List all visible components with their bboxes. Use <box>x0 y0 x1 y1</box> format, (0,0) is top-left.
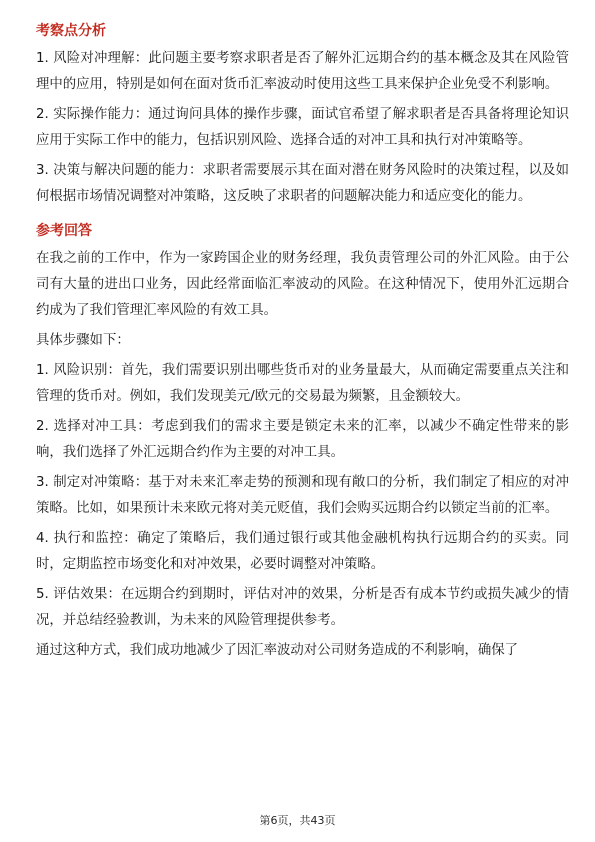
answer-closing: 通过这种方式，我们成功地减少了因汇率波动对公司财务造成的不利影响，确保了 <box>36 643 519 658</box>
section-title-answer: 参考回答 <box>36 223 92 239</box>
answer-step-1: 1. 风险识别：首先，我们需要识别出哪些货币对的业务量最大，从而确定需要重点关注和管理的货币对。例如，我们发现美元/欧元的交易最为频繁，且金额较大。 <box>36 363 569 404</box>
page-number: 第6页，共43页 <box>259 814 336 827</box>
answer-steps-heading: 具体步骤如下： <box>36 333 130 348</box>
answer-step-2: 2. 选择对冲工具：考虑到我们的需求主要是锁定未来的汇率，以减少不确定性带来的影响，我们选择了外汇远期合约作为主要的对冲工具。 <box>36 419 569 460</box>
analysis-item-1: 1. 风险对冲理解：此问题主要考察求职者是否了解外汇远期合约的基本概念及其在风险管理中的应用，特别是如何在面对货币汇率波动时使用这些工具来保护企业免受不利影响。 <box>36 51 569 92</box>
analysis-item-3: 3. 决策与解决问题的能力：求职者需要展示其在面对潜在财务风险时的决策过程，以及如何根据市场情况调整对冲策略，这反映了求职者的问题解决能力和适应变化的能力。 <box>36 163 569 204</box>
answer-intro: 在我之前的工作中，作为一家跨国企业的财务经理，我负责管理公司的外汇风险。由于公司有大量的进出口业务，因此经常面临汇率波动的风险。在这种情况下，使用外汇远期合约成为了我们管理汇率风险的有效工具。 <box>36 251 569 318</box>
document-page <box>36 20 569 668</box>
answer-step-4: 4. 执行和监控：确定了策略后，我们通过银行或其他金融机构执行远期合约的买卖。同时，定期监控市场变化和对冲效果，必要时调整对冲策略。 <box>36 531 569 572</box>
section-title-analysis: 考察点分析 <box>36 23 106 39</box>
analysis-item-2: 2. 实际操作能力：通过询问具体的操作步骤，面试官希望了解求职者是否具备将理论知识应用于实际工作中的能力，包括识别风险、选择合适的对冲工具和执行对冲策略等。 <box>36 107 569 148</box>
answer-step-5: 5. 评估效果：在远期合约到期时，评估对冲的效果，分析是否有成本节约或损失减少的情况，并总结经验教训，为未来的风险管理提供参考。 <box>36 587 569 628</box>
answer-step-3: 3. 制定对冲策略：基于对未来汇率走势的预测和现有敞口的分析，我们制定了相应的对冲策略。比如，如果预计未来欧元将对美元贬值，我们会购买远期合约以锁定当前的汇率。 <box>36 475 569 516</box>
